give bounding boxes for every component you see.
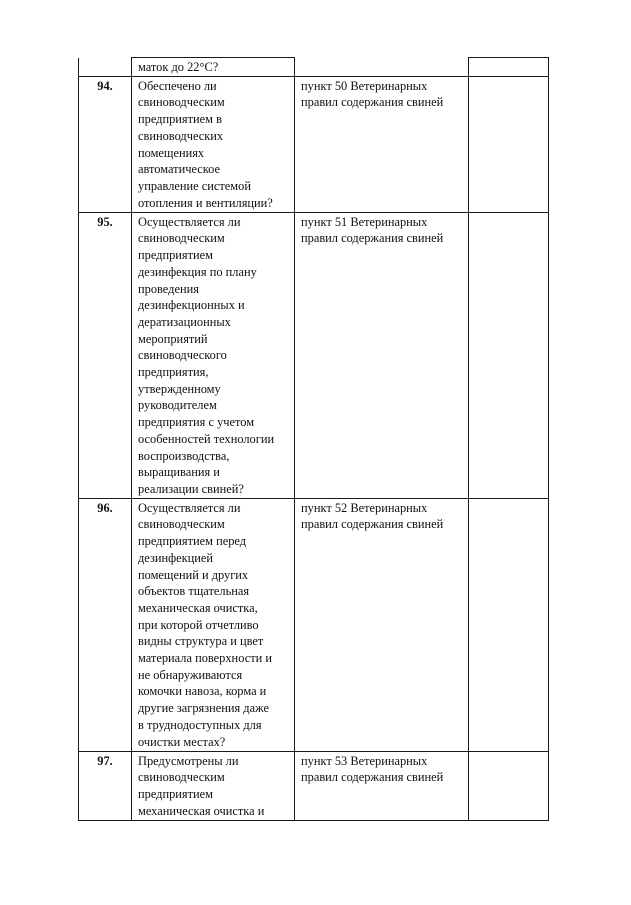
- question-cell: Осуществляется ли свиноводческим предприятием перед дезинфекцией помещений и других объектов тщательная механическая очистка, при которой отчетливо видны структура и цвет материала поверхности и не обнаруживаются комочки навоза, корма и другие загрязнения даже в труднодоступных для очистки местах?: [132, 498, 295, 751]
- note-cell: [469, 58, 549, 77]
- row-number: 97.: [79, 751, 132, 820]
- question-cell: Осуществляется ли свиноводческим предприятием дезинфекция по плану проведения дезинфекционных и дератизационных мероприятий свиноводческого предприятия, утвержденному руководителем предприятия с учетом особенностей технологии воспроизводства, выращивания и реализации свиней?: [132, 212, 295, 498]
- note-cell: [469, 76, 549, 212]
- row-number: 96.: [79, 498, 132, 751]
- reference-cell: пункт 52 Ветеринарных правил содержания свиней: [295, 498, 469, 751]
- reference-cell: пункт 53 Ветеринарных правил содержания свиней: [295, 751, 469, 820]
- reference-cell: [295, 58, 469, 77]
- row-number: 94.: [79, 76, 132, 212]
- reference-cell: пункт 51 Ветеринарных правил содержания свиней: [295, 212, 469, 498]
- table-row: [79, 498, 549, 751]
- question-cell: маток до 22°С?: [132, 58, 295, 77]
- note-cell: [469, 751, 549, 820]
- row-number: [79, 58, 132, 77]
- note-cell: [469, 498, 549, 751]
- question-cell: Предусмотрены ли свиноводческим предприятием механическая очистка и: [132, 751, 295, 820]
- note-cell: [469, 212, 549, 498]
- row-number: 95.: [79, 212, 132, 498]
- table-row: [79, 212, 549, 498]
- table-row: [79, 58, 549, 77]
- table-row: [79, 76, 549, 212]
- reference-cell: пункт 50 Ветеринарных правил содержания свиней: [295, 76, 469, 212]
- checklist-table: [78, 57, 549, 821]
- table-row: [79, 751, 549, 820]
- question-cell: Обеспечено ли свиноводческим предприятием в свиноводческих помещениях автоматическое управление системой отопления и вентиляции?: [132, 76, 295, 212]
